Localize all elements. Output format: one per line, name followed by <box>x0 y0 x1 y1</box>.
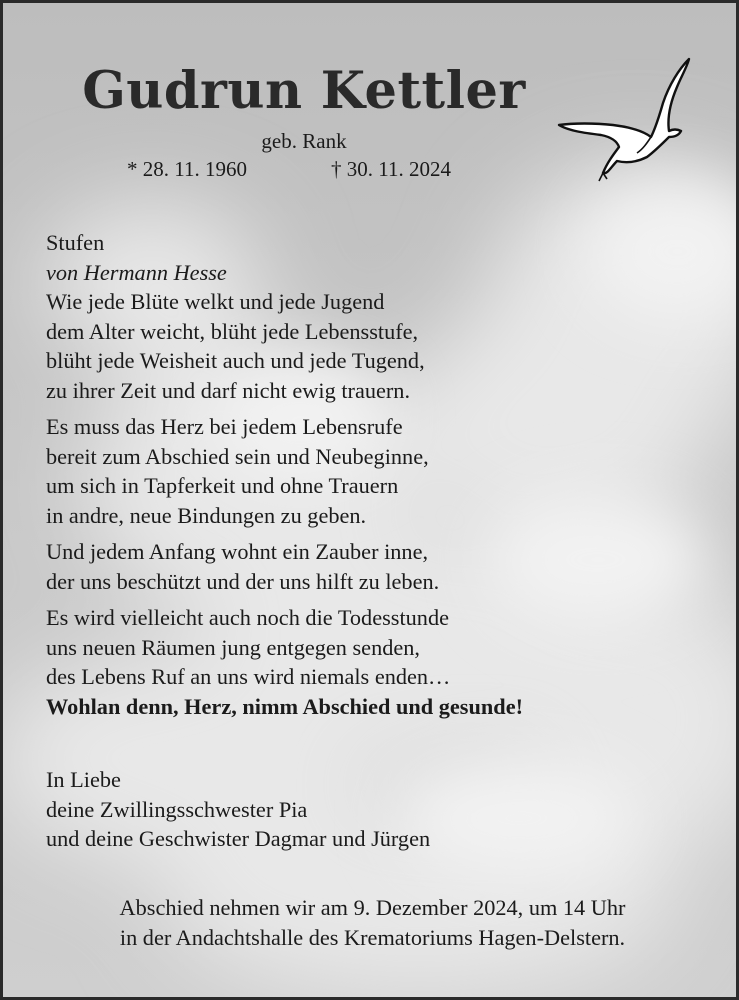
farewell-line: in der Andachtshalle des Krematoriums Hagen-Delstern. <box>119 924 626 950</box>
poem-line: Es wird vielleicht auch noch die Todesstunde <box>46 605 449 630</box>
signoff <box>46 765 726 854</box>
poem-line: in andre, neue Bindungen zu geben. <box>46 502 367 528</box>
death-date: † 30. 11. 2024 <box>331 157 451 181</box>
poem-line: der uns beschützt und der uns hilft zu leben. <box>46 568 440 594</box>
farewell-line: Abschied nehmen wir am 9. Dezember 2024, um 14 Uhr <box>119 895 626 920</box>
birth-name: geb. Rank <box>261 129 347 153</box>
poem-line: Und jedem Anfang wohnt ein Zauber inne, <box>46 539 429 564</box>
signoff-line: und deine Geschwister Dagmar und Jürgen <box>46 826 431 851</box>
poem-line: blüht jede Weisheit auch und jede Tugend, <box>46 348 425 373</box>
deceased-name: Gudrun Kettler <box>82 61 526 121</box>
poem-closing-line: Wohlan denn, Herz, nimm Abschied und gesunde! <box>46 693 524 719</box>
farewell-notice <box>3 893 739 952</box>
poem <box>46 228 726 728</box>
poem-line: uns neuen Räumen jung entgegen senden, <box>46 634 420 660</box>
poem-stanza-1 <box>46 287 726 405</box>
poem-line: zu ihrer Zeit und darf nicht ewig trauern. <box>46 377 411 403</box>
poem-line: dem Alter weicht, blüht jede Lebensstufe, <box>46 318 419 344</box>
poem-stanza-3 <box>46 537 726 596</box>
poem-stanza-2 <box>46 412 726 530</box>
signoff-line: deine Zwillingsschwester Pia <box>46 796 308 822</box>
signoff-line: In Liebe <box>46 767 121 792</box>
poem-line: Wie jede Blüte welkt und jede Jugend <box>46 289 385 314</box>
poem-line: bereit zum Abschied sein und Neubeginne, <box>46 443 429 469</box>
poem-line: des Lebens Ruf an uns wird niemals enden… <box>46 664 451 689</box>
birth-date: * 28. 11. 1960 <box>127 157 247 181</box>
poem-line: um sich in Tapferkeit und ohne Trauern <box>46 473 399 498</box>
poem-line: Es muss das Herz bei jedem Lebensrufe <box>46 414 403 439</box>
poem-title: Stufen <box>46 230 105 255</box>
poem-stanza-4 <box>46 603 726 721</box>
poem-author: von Hermann Hesse <box>46 259 227 285</box>
